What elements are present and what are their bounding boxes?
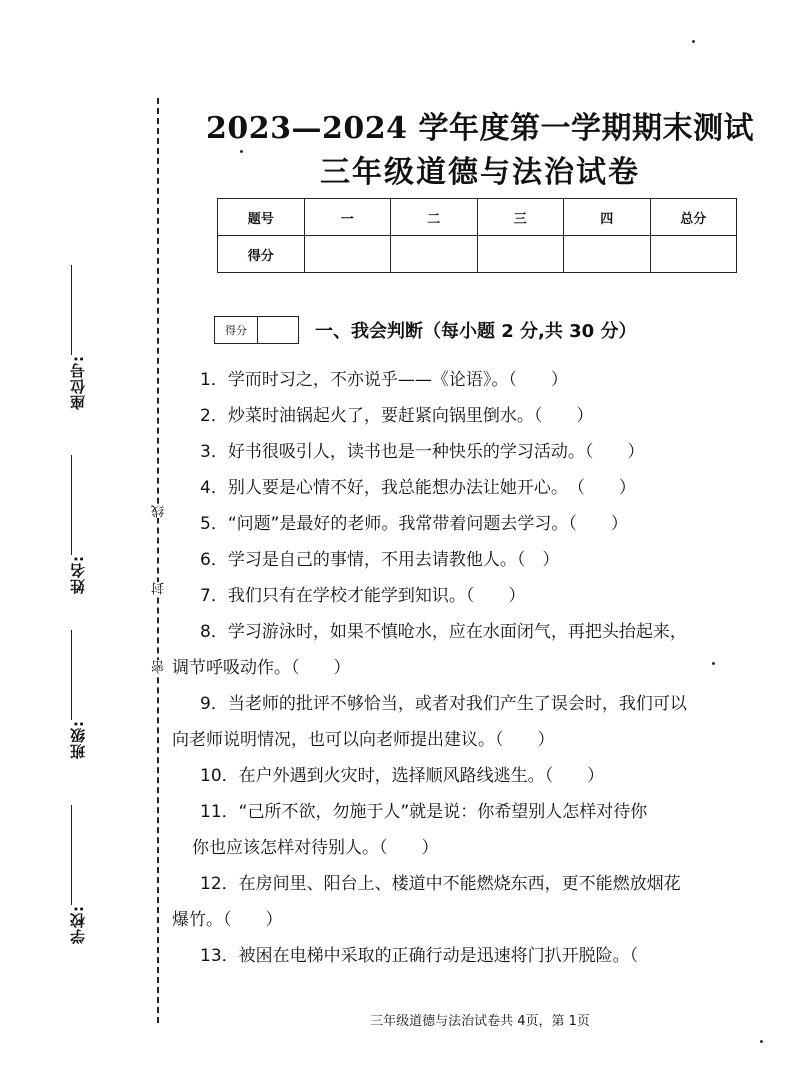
score-table-row-label: 得分 (218, 236, 305, 273)
section-score-blank[interactable] (258, 317, 298, 343)
question-item: 6．学习是自己的事情，不用去请教他人。（ ） (200, 550, 560, 570)
class-label: 班级: (68, 720, 87, 759)
question-item: 7．我们只有在学校才能学到知识。（ ） (200, 586, 526, 606)
name-field[interactable] (62, 455, 92, 594)
score-table-header-cell: 四 (564, 199, 651, 236)
score-cell-2[interactable] (391, 236, 478, 273)
question-item-continuation: 向老师说明情况，也可以向老师提出建议。（ ） (172, 730, 555, 750)
score-table-header-cell: 总分 (650, 199, 737, 236)
question-item: 8．学习游泳时，如果不慎呛水，应在水面闭气，再把头抬起来， (200, 622, 687, 642)
question-item: 3．好书很吸引人，读书也是一种快乐的学习活动。（ ） (200, 442, 645, 462)
scan-speck (240, 150, 243, 153)
question-item: 13．被困在电梯中采取的正确行动是迅速将门扒开脱险。（ (200, 946, 639, 966)
section-score-label: 得分 (215, 317, 258, 343)
name-label: 姓名: (68, 555, 87, 594)
question-item-continuation: 你也应该怎样对待别人。（ ） (192, 838, 439, 858)
seat-number-field[interactable] (62, 265, 92, 410)
score-table-header-cell: 题号 (218, 199, 305, 236)
question-item: 10．在户外遇到火灾时，选择顺风路线逃生。（ ） (200, 766, 605, 786)
question-item: 1．学而时习之，不亦说乎——《论语》。（ ） (200, 370, 568, 390)
question-item-continuation: 调节呼吸动作。（ ） (172, 658, 351, 678)
scan-speck (692, 40, 695, 43)
seat-number-label: 座位号: (68, 355, 87, 410)
score-table (217, 198, 737, 273)
score-table-header-cell: 三 (477, 199, 564, 236)
class-underline (71, 630, 72, 720)
score-cell-3[interactable] (477, 236, 564, 273)
score-table-header-cell: 二 (391, 199, 478, 236)
page-footer: 三年级道德与法治试卷共 4页，第 1页 (370, 1014, 590, 1029)
binding-mark-feng: 封 (152, 582, 167, 595)
question-item: 5．“问题”是最好的老师。我常带着问题去学习。（ ） (200, 514, 628, 534)
exam-subtitle: 三年级道德与法治试卷 (320, 155, 640, 190)
binding-mark-mi: 密 (152, 660, 167, 673)
seat-number-underline (71, 265, 72, 355)
score-table-score-row (218, 236, 737, 273)
scan-speck (712, 662, 715, 665)
score-cell-total[interactable] (650, 236, 737, 273)
question-item: 11．“己所不欲，勿施于人”就是说：你希望别人怎样对待你 (200, 802, 648, 822)
school-label: 学校: (68, 905, 87, 944)
name-underline (71, 455, 72, 555)
binding-mark-xian: 线 (152, 505, 167, 518)
question-item: 9．当老师的批评不够恰当，或者对我们产生了误会时，我们可以 (200, 694, 687, 714)
question-item: 12．在房间里、阳台上、楼道中不能燃烧东西，更不能燃放烟花 (200, 874, 681, 894)
question-list (172, 362, 784, 974)
score-table-header-cell: 一 (304, 199, 391, 236)
school-field[interactable] (62, 805, 92, 944)
score-cell-4[interactable] (564, 236, 651, 273)
class-field[interactable] (62, 630, 92, 759)
scan-speck (760, 1040, 763, 1043)
exam-title: 2023—2024 学年度第一学期期末测试 (206, 111, 754, 146)
section-score-box (214, 316, 299, 344)
question-item-continuation: 爆竹。（ ） (172, 910, 283, 930)
question-item: 4．别人要是心情不好，我总能想办法让她开心。 （ ） (200, 478, 636, 498)
question-item: 2．炒菜时油锅起火了，要赶紧向锅里倒水。（ ） (200, 406, 594, 426)
section-header (214, 316, 636, 344)
score-cell-1[interactable] (304, 236, 391, 273)
binding-dashed-line (157, 98, 159, 1023)
section-title: 一、我会判断（每小题 2 分,共 30 分） (315, 321, 637, 342)
school-underline (71, 805, 72, 905)
score-table-header-row (218, 199, 737, 236)
